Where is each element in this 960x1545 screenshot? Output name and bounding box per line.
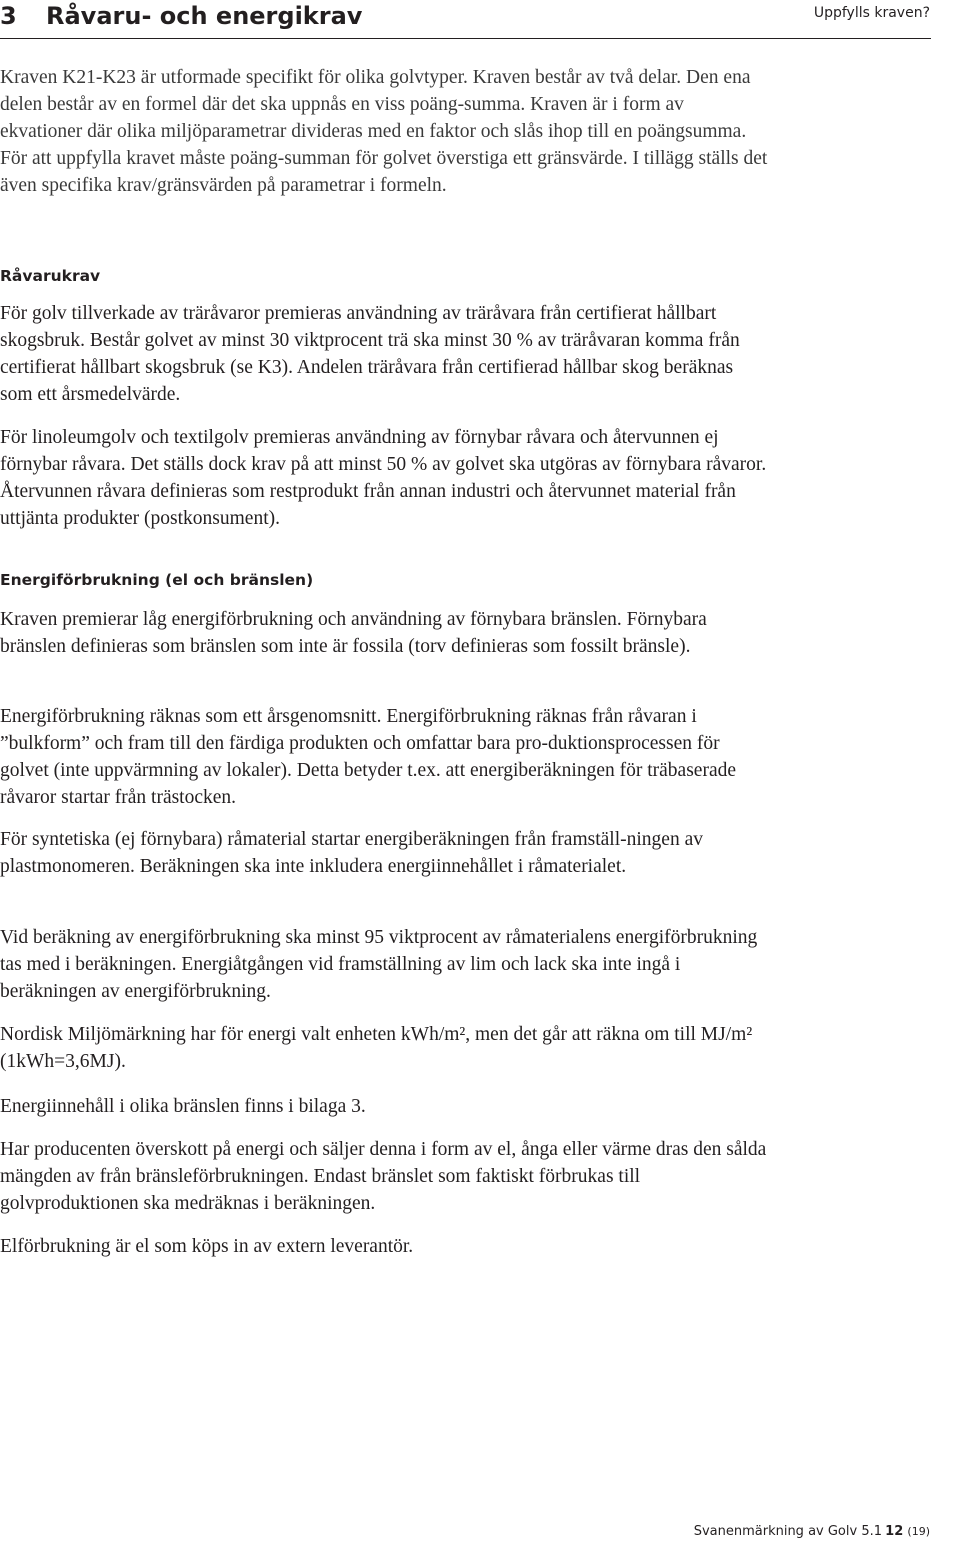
page-number: 12 — [885, 1524, 904, 1539]
energy-paragraph: Energiinnehåll i olika bränslen finns i bilaga 3. — [0, 1096, 366, 1117]
footer-page-number — [885, 1524, 930, 1540]
energy-paragraph: Vid beräkning av energiförbrukning ska minst 95 viktprocent av råmaterialens energiförbrukning tas med i beräkningen. Energiåtgången vid framställning av lim och lack ska inte ingå i beräkningen av energiförbrukning. — [0, 927, 758, 1002]
raw-materials-paragraph: För linoleumgolv och textilgolv premieras användning av förnybar råvara och återvunnen ej förnybar råvara. Det ställs dock krav på att minst 50 % av golvet ska utgöras av förnybara råvaror. Återvunnen råvara definieras som restprodukt från annan industri och återvunnet material från uttjänta produkter (postkonsument). — [0, 427, 767, 529]
energy-paragraph: Har producenten överskott på energi och säljer denna i form av el, ånga eller värme dras den sålda mängden av från bränsleförbrukningen. Endast bränslet som faktiskt förbrukas till golvproduktionen ska medräknas i beräkningen. — [0, 1139, 767, 1214]
intro-paragraph: Kraven K21-K23 är utformade specifikt för olika golvtyper. Kraven består av två delar. Den ena delen består av en formel där det ska uppnås en viss poäng-summa. Kraven är i form av ekvationer där olika miljöparametrar divideras med en faktor och slås ihop till en poängsumma. För att uppfylla kravet måste poäng-summan för golvet överstiga ett gränsvärde. I tillägg ställs det även specifika krav/gränsvärden på parametrar i formeln. — [0, 67, 768, 196]
raw-materials-heading: Råvarukrav — [0, 267, 101, 285]
energy-paragraph: Nordisk Miljömärkning har för energi valt enheten kWh/m², men det går att räkna om till MJ/m² (1kWh=3,6MJ). — [0, 1024, 753, 1072]
section-number: 3 — [0, 2, 17, 30]
compliance-column-label: Uppfylls kraven? — [813, 5, 930, 21]
page-header — [0, 0, 960, 38]
section-title: Råvaru- och energikrav — [46, 2, 363, 30]
energy-paragraph: För syntetiska (ej förnybara) råmaterial startar energiberäkningen från framställ-ningen av plastmonomeren. Beräkningen ska inte inkludera energiinnehållet i råmaterialet. — [0, 829, 703, 877]
header-divider — [0, 38, 931, 39]
energy-paragraph: Energiförbrukning räknas som ett årsgenomsnitt. Energiförbrukning räknas från råvaran i ”bulkform” och fram till den färdiga produkten och omfattar bara pro-duktionsprocessen för golvet (inte uppvärmning av lokaler). Detta betyder t.ex. att energiberäkningen för träbaserade råvaror startar från trästocken. — [0, 706, 737, 808]
raw-materials-paragraph: För golv tillverkade av träråvaror premieras användning av träråvara från certifierat hållbart skogsbruk. Består golvet av minst 30 viktprocent trä ska minst 30 % av träråvaran komma från certifierat hållbart skogsbruk (se K3). Andelen träråvara från certifierad hållbar skog beräknas som ett årsmedelvärde. — [0, 303, 740, 405]
page-total: (19) — [907, 1525, 930, 1538]
energy-paragraph: Elförbrukning är el som köps in av extern leverantör. — [0, 1236, 414, 1257]
energy-heading: Energiförbrukning (el och bränslen) — [0, 571, 314, 589]
energy-paragraph: Kraven premierar låg energiförbrukning och användning av förnybara bränslen. Förnybara bränslen definieras som bränslen som inte är fossila (torv definieras som fossilt bränsle). — [0, 609, 707, 657]
footer-document-label: Svanenmärkning av Golv 5.1 — [693, 1524, 882, 1539]
